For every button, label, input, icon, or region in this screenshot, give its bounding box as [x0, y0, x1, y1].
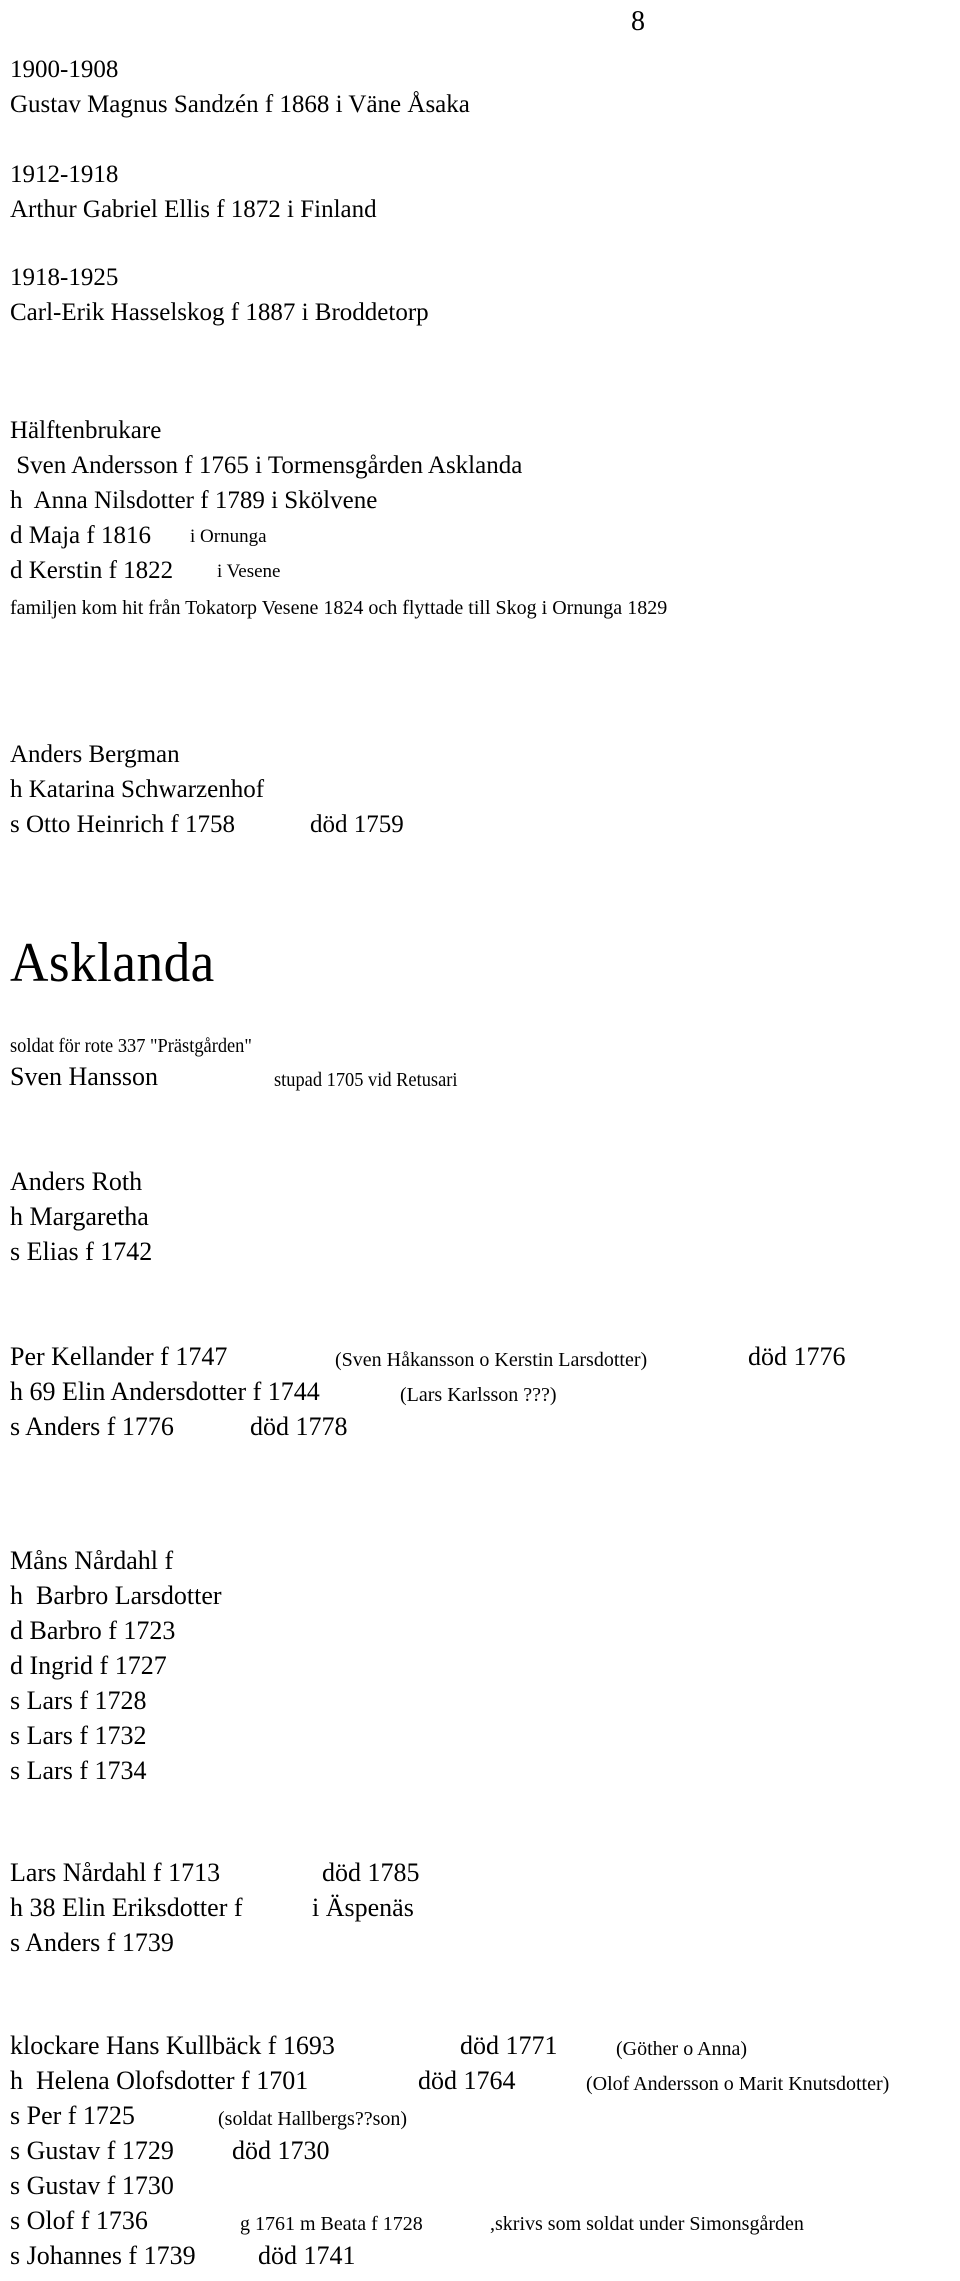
- person-line: s Lars f 1734: [10, 1756, 147, 1785]
- person-line: h Helena Olofsdotter f 1701: [10, 2066, 309, 2095]
- person-line: h Barbro Larsdotter: [10, 1581, 222, 1610]
- section-title: Asklanda: [10, 932, 215, 994]
- person-line: Anders Bergman: [10, 741, 180, 768]
- person-line: d Maja f 1816: [10, 522, 151, 549]
- person-line: Per Kellander f 1747: [10, 1342, 228, 1371]
- person-line: d Ingrid f 1727: [10, 1651, 167, 1680]
- person-line: h Margaretha: [10, 1202, 149, 1231]
- person-line: h 69 Elin Andersdotter f 1744: [10, 1377, 320, 1406]
- person-line: Arthur Gabriel Ellis f 1872 i Finland: [10, 196, 377, 223]
- period-1912-1918: 1912-1918: [10, 161, 119, 188]
- parents-note: (soldat Hallbergs??son): [218, 2108, 408, 2130]
- death-note: död 1778: [250, 1412, 348, 1441]
- person-line: s Olof f 1736: [10, 2206, 148, 2235]
- parents-note: (Sven Håkansson o Kerstin Larsdotter): [335, 1349, 648, 1371]
- person-line: s Per f 1725: [10, 2101, 135, 2130]
- death-note: död 1741: [258, 2241, 356, 2270]
- person-line: Sven Hansson: [10, 1062, 159, 1091]
- person-line: Carl-Erik Hasselskog f 1887 i Broddetorp: [10, 299, 429, 326]
- person-line: klockare Hans Kullbäck f 1693: [10, 2031, 335, 2060]
- person-line: s Anders f 1776: [10, 1412, 174, 1441]
- parents-note: (Lars Karlsson ???): [400, 1384, 557, 1406]
- person-line: h Anna Nilsdotter f 1789 i Skölvene: [10, 487, 378, 514]
- family-note: familjen kom hit från Tokatorp Vesene 1824 och flyttade till Skog i Ornunga 1829: [10, 597, 668, 619]
- place-note: i Vesene: [217, 561, 281, 582]
- parents-note: (Olof Andersson o Marit Knutsdotter): [586, 2073, 890, 2095]
- death-note: död 1730: [232, 2136, 330, 2165]
- person-line: Gustav Magnus Sandzén f 1868 i Väne Åsaka: [10, 91, 470, 118]
- person-line: s Johannes f 1739: [10, 2241, 196, 2270]
- person-line: Anders Roth: [10, 1167, 143, 1196]
- person-line: s Lars f 1728: [10, 1686, 147, 1715]
- heading-halftenbrukare: Hälftenbrukare: [10, 417, 162, 444]
- place-note: i Ornunga: [190, 526, 267, 547]
- person-line: s Gustav f 1730: [10, 2171, 174, 2200]
- marriage-note: g 1761 m Beata f 1728: [240, 2213, 423, 2235]
- person-line: Lars Nårdahl f 1713: [10, 1858, 221, 1887]
- person-line: s Gustav f 1729: [10, 2136, 174, 2165]
- person-line: s Anders f 1739: [10, 1928, 174, 1957]
- person-line: Måns Nårdahl f: [10, 1546, 174, 1575]
- person-line: Sven Andersson f 1765 i Tormensgården Asklanda: [10, 452, 523, 479]
- person-line: s Elias f 1742: [10, 1237, 153, 1266]
- person-line: h Katarina Schwarzenhof: [10, 776, 265, 803]
- death-note: död 1776: [748, 1342, 846, 1371]
- period-1900-1908: 1900-1908: [10, 56, 119, 83]
- place-note: i Äspenäs: [312, 1893, 414, 1922]
- person-line: h 38 Elin Eriksdotter f: [10, 1893, 243, 1922]
- death-note: stupad 1705 vid Retusari: [274, 1069, 458, 1091]
- death-note: död 1759: [310, 811, 404, 838]
- parents-note: (Göther o Anna): [616, 2038, 748, 2060]
- person-line: d Kerstin f 1822: [10, 557, 174, 584]
- death-note: död 1764: [418, 2066, 516, 2095]
- death-note: död 1785: [322, 1858, 420, 1887]
- soldier-note: soldat för rote 337 "Prästgården": [10, 1035, 252, 1057]
- page-number: 8: [631, 6, 645, 37]
- person-line: s Lars f 1732: [10, 1721, 147, 1750]
- period-1918-1925: 1918-1925: [10, 264, 119, 291]
- person-line: s Otto Heinrich f 1758: [10, 811, 235, 838]
- soldier-note: ,skrivs som soldat under Simonsgården: [490, 2213, 804, 2235]
- death-note: död 1771: [460, 2031, 558, 2060]
- person-line: d Barbro f 1723: [10, 1616, 176, 1645]
